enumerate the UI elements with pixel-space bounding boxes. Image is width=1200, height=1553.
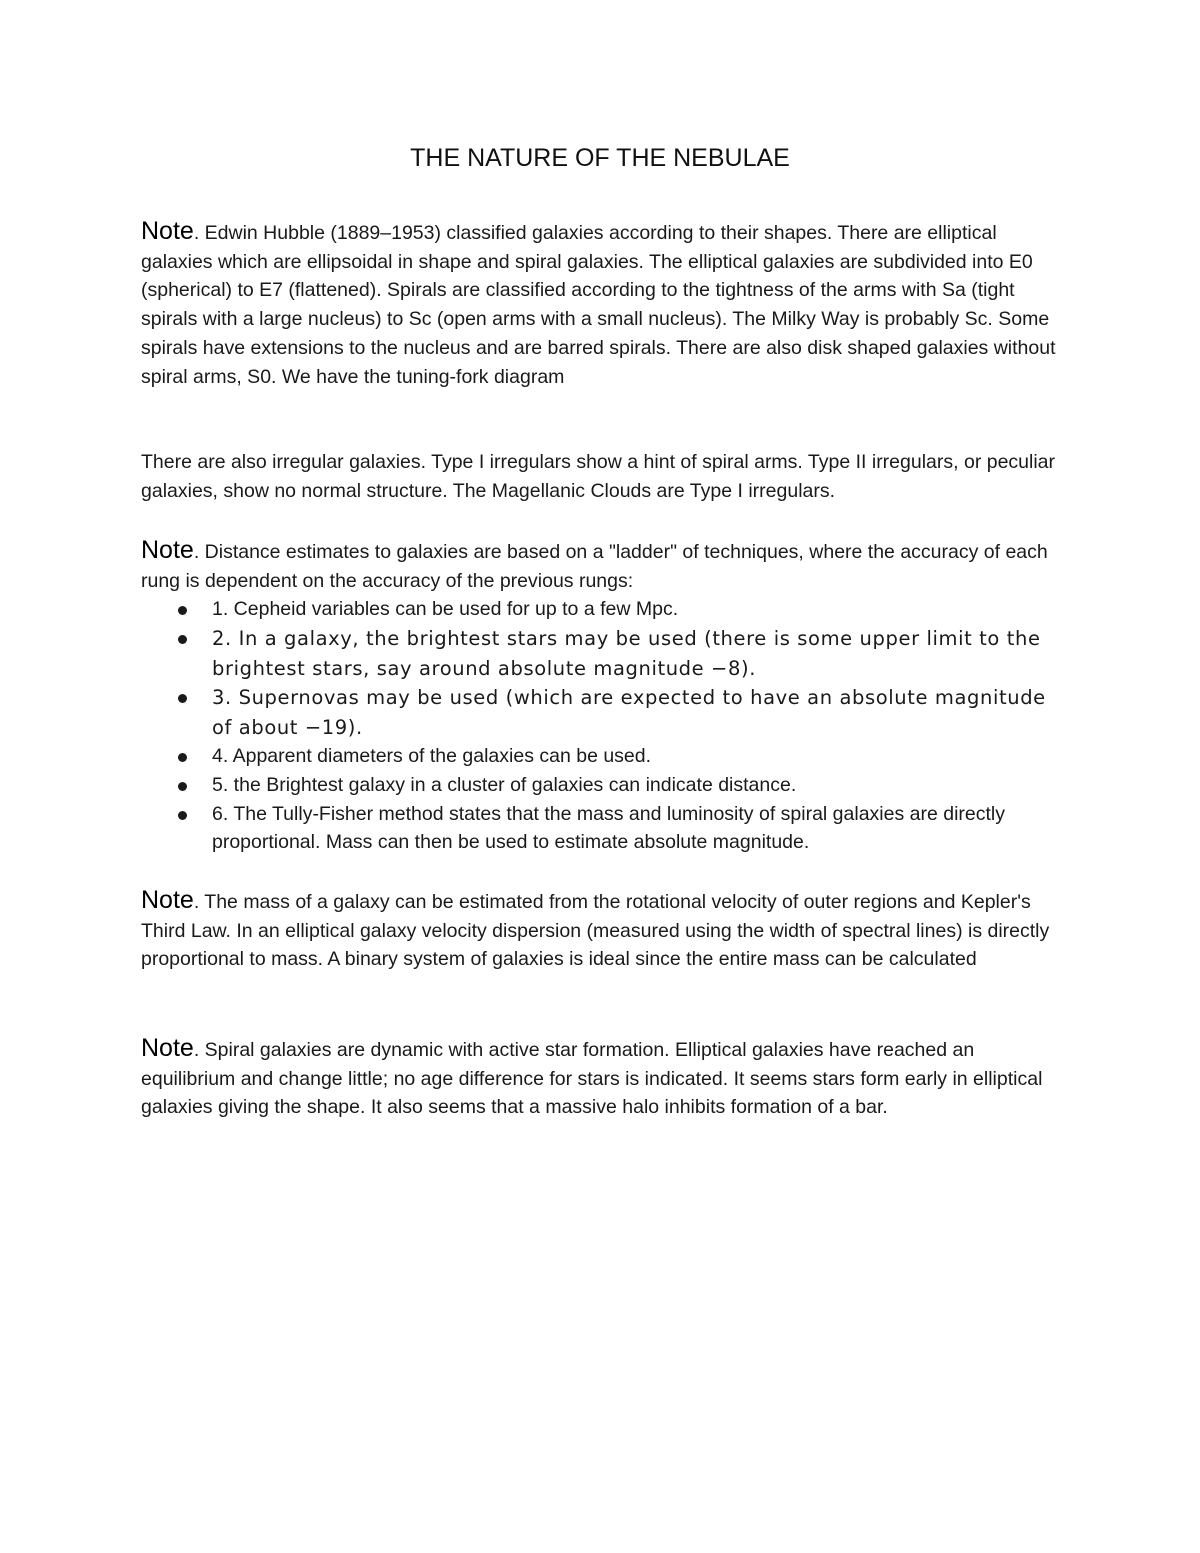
note-label: Note <box>141 536 194 564</box>
list-item-text: 3. Supernovas may be used (which are expected to have an absolute magnitude of about −19). <box>212 686 1046 739</box>
list-item-text: 5. the Brightest galaxy in a cluster of galaxies can indicate distance. <box>212 773 797 796</box>
list-item <box>141 624 1061 683</box>
note-galaxy-mass <box>141 886 1061 974</box>
note-star-formation <box>141 1034 1061 1122</box>
note-label: Note <box>141 1034 194 1062</box>
list-item-text: 6. The Tully-Fisher method states that the mass and luminosity of spiral galaxies are directly proportional. Mass can then be used to estimate absolute magnitude. <box>212 802 1005 854</box>
list-item <box>141 595 1061 624</box>
list-item <box>141 742 1061 771</box>
bullet-icon <box>178 635 187 644</box>
paragraph <box>141 886 1061 974</box>
bullet-icon <box>178 811 187 820</box>
bullet-icon <box>178 753 187 762</box>
paragraph-text: There are also irregular galaxies. Type I irregulars show a hint of spiral arms. Type II irregulars, or peculiar galaxies, show no normal structure. The Magellanic Clouds are Type I irregulars. <box>141 451 1056 502</box>
bullet-icon <box>178 782 187 791</box>
paragraph-text: . Edwin Hubble (1889–1953) classified galaxies according to their shapes. There are elliptical galaxies which are ellipsoidal in shape and spiral galaxies. The elliptical galaxies are subdivided into E0 (spherical) to E7 (flattened). Spirals are classified according to the tightness of the arms with Sa (tight spirals with a large nucleus) to Sc (open arms with a small nucleus). The Milky Way is probably Sc. Some spirals have extensions to the nucleus and are barred spirals. There are also disk shaped galaxies without spiral arms, S0. We have the tuning-fork diagram <box>141 222 1056 388</box>
bullet-icon <box>178 694 187 703</box>
list-item-text: 4. Apparent diameters of the galaxies can be used. <box>212 745 652 768</box>
paragraph <box>141 217 1061 391</box>
paragraph <box>141 536 1061 595</box>
paragraph-text: . Distance estimates to galaxies are based on a "ladder" of techniques, where the accuracy of each rung is dependent on the accuracy of the previous rungs: <box>141 541 1048 592</box>
page-title: THE NATURE OF THE NEBULAE <box>410 144 790 172</box>
distance-techniques-list <box>141 595 1061 857</box>
irregular-galaxies-paragraph <box>141 448 1061 505</box>
list-item <box>141 683 1061 742</box>
paragraph <box>141 448 1061 505</box>
paragraph-text: . Spiral galaxies are dynamic with active star formation. Elliptical galaxies have reached an equilibrium and change little; no age difference for stars is indicated. It seems stars form early in elliptical galaxies giving the shape. It also seems that a massive halo inhibits formation of a bar. <box>141 1039 1043 1119</box>
note-distance-ladder <box>141 536 1061 857</box>
list-item-text: 2. In a galaxy, the brightest stars may be used (there is some upper limit to the brightest stars, say around absolute magnitude −8). <box>212 627 1041 680</box>
list-item <box>141 771 1061 800</box>
list-item <box>141 800 1061 857</box>
note-label: Note <box>141 886 194 914</box>
paragraph-text: . The mass of a galaxy can be estimated from the rotational velocity of outer regions and Kepler's Third Law. In an elliptical galaxy velocity dispersion (measured using the width of spectral lines) is directly proportional to mass. A binary system of galaxies is ideal since the entire mass can be calculated <box>141 891 1050 971</box>
note-label: Note <box>141 217 194 245</box>
note-hubble-classification <box>141 217 1061 391</box>
list-item-text: 1. Cepheid variables can be used for up to a few Mpc. <box>212 598 679 621</box>
paragraph <box>141 1034 1061 1122</box>
bullet-icon <box>178 606 187 615</box>
